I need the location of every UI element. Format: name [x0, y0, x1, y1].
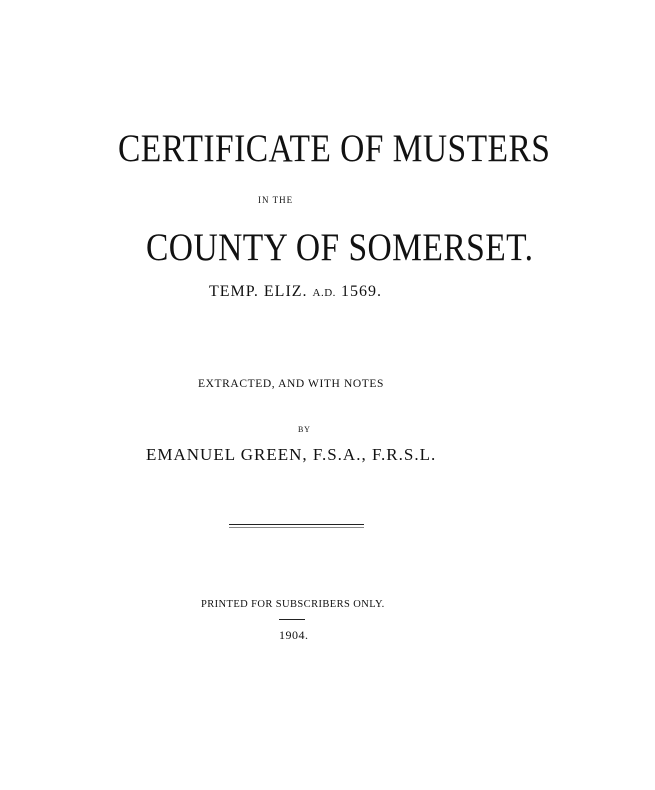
- by-line: BY: [298, 425, 311, 434]
- divider-rule-thin: [229, 527, 364, 528]
- title-line-1: CERTIFICATE OF MUSTERS: [118, 127, 551, 170]
- extracted-line: EXTRACTED, AND WITH NOTES: [198, 378, 384, 390]
- date-prefix: TEMP. ELIZ.: [209, 283, 308, 300]
- publication-year: 1904.: [279, 628, 309, 642]
- date-line: [209, 283, 382, 301]
- printed-note: PRINTED FOR SUBSCRIBERS ONLY.: [201, 599, 385, 610]
- title-connector: IN THE: [258, 195, 294, 205]
- short-rule: [279, 619, 305, 620]
- date-era: A.D.: [312, 287, 336, 299]
- author-name: EMANUEL GREEN, F.S.A., F.R.S.L.: [146, 445, 437, 464]
- date-year: 1569.: [340, 283, 382, 300]
- divider-rule: [229, 524, 364, 525]
- title-line-2: COUNTY OF SOMERSET.: [146, 226, 534, 269]
